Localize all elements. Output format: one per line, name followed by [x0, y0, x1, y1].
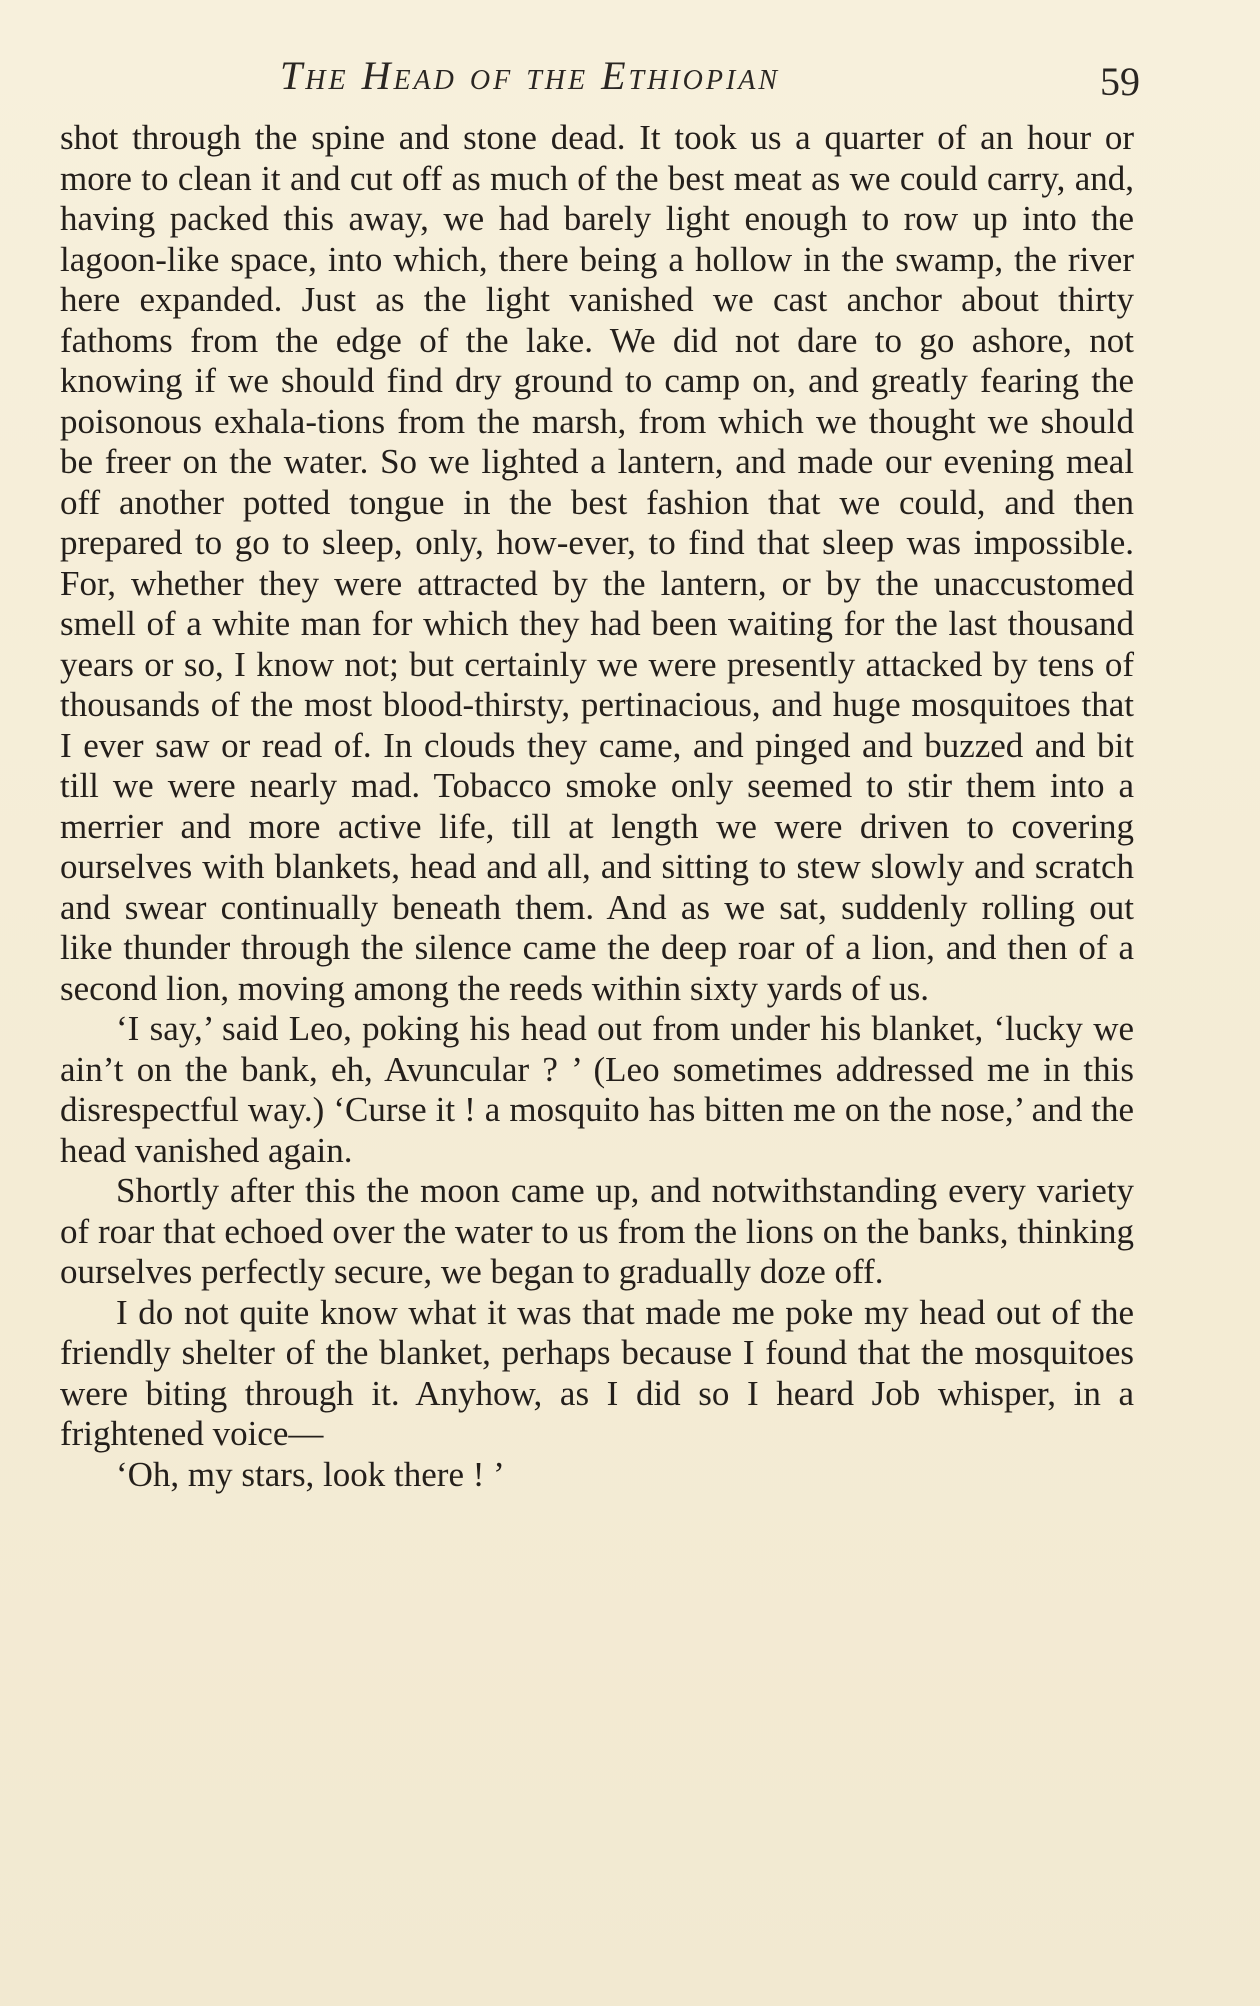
body-text — [60, 118, 1134, 1495]
paragraph: ‘Oh, my stars, look there ! ’ — [116, 1454, 505, 1494]
paragraph: ‘I say,’ said Leo, poking his head out from under his blanket, ‘lucky we ain’t on the bank, eh, Avuncular ? ’ (Leo sometimes addressed me in this disrespectful way.) ‘Curse it ! a mosquito has bitten me on the nose,’ and the head vanished again. — [60, 1009, 1134, 1170]
paragraph: I do not quite know what it was that made me poke my head out of the friendly shelter of the blanket, perhaps because I found that the mosquitoes were biting through it. Anyhow, as I did so I heard Job whisper, in a frightened voice— — [60, 1292, 1134, 1453]
paragraph: shot through the spine and stone dead. It took us a quarter of an hour or more to clean it and cut off as much of the best meat as we could carry, and, having packed this away, we had barely light enough to row up into the lagoon-like space, into which, there being a hollow in the swamp, the river here expanded. Just as the light vanished we cast anchor about thirty fathoms from the edge of the lake. We did not dare to go ashore, not knowing if we should find dry ground to camp on, and greatly fearing the poisonous exhala-tions from the marsh, from which we thought we should be freer on the water. So we lighted a lantern, and made our evening meal off another potted tongue in the best fashion that we could, and then prepared to go to sleep, only, how-ever, to find that sleep was impossible. For, whether they were attracted by the lantern, or by the unaccustomed smell of a white man for which they had been waiting for the last thousand years or so, I know not; but certainly we were presently attacked by tens of thousands of the most blood-thirsty, pertinacious, and huge mosquitoes that I ever saw or read of. In clouds they came, and pinged and buzzed and bit till we were nearly mad. Tobacco smoke only seemed to stir them into a merrier and more active life, till at length we were driven to covering ourselves with blankets, head and all, and sitting to stew slowly and scratch and swear continually beneath them. And as we sat, suddenly rolling out like thunder through the silence came the deep roar of a lion, and then of a second lion, moving among the reeds within sixty yards of us. — [60, 118, 1134, 1008]
running-title: The Head of the Ethiopian — [280, 53, 781, 98]
paragraph: Shortly after this the moon came up, and notwithstanding every variety of roar that echoed over the water to us from the lions on the banks, thinking ourselves perfectly secure, we began to gradually doze off. — [60, 1171, 1134, 1291]
running-head — [60, 48, 1140, 108]
page-number: 59 — [1100, 59, 1140, 104]
